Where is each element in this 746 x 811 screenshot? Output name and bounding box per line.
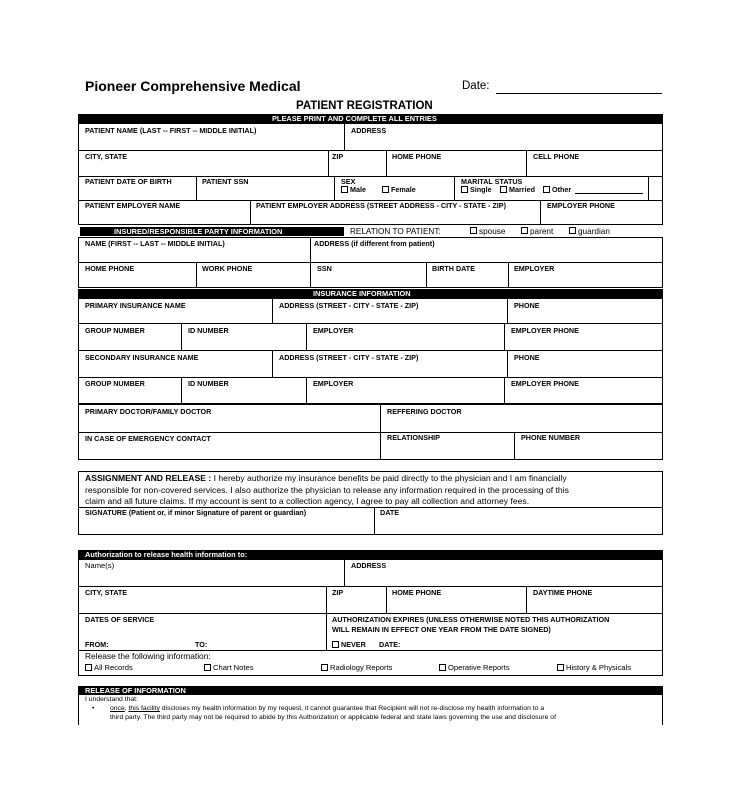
release-understand-text: I understand that: <box>85 696 138 703</box>
checkbox-icon <box>341 186 348 193</box>
sex-male-checkbox[interactable]: Male <box>341 186 366 194</box>
primary-insurance-phone-field[interactable]: PHONE <box>514 301 540 310</box>
primary-insurance-name-field[interactable]: PRIMARY INSURANCE NAME <box>85 301 186 310</box>
assignment-paragraph-line3: claim and all future claims. If my account is sent to a collection agency, I agree to pay all collection and attorney fees. <box>85 496 530 506</box>
primary-employer-phone-field[interactable]: EMPLOYER PHONE <box>511 326 579 335</box>
checkbox-icon <box>321 664 328 671</box>
patient-zip-field[interactable]: ZIP <box>332 152 344 161</box>
authorization-expires-line1: AUTHORIZATION EXPIRES (UNLESS OTHERWISE NOTED THIS AUTHORIZATION <box>332 615 610 624</box>
relation-spouse-checkbox[interactable]: spouse <box>470 228 505 236</box>
secondary-employer-field[interactable]: EMPLOYER <box>313 379 354 388</box>
chart-notes-checkbox[interactable]: Chart Notes <box>204 664 254 672</box>
checkbox-icon <box>500 186 507 193</box>
patient-employer-phone-field[interactable]: EMPLOYER PHONE <box>547 201 615 210</box>
radiology-reports-checkbox[interactable]: Radiology Reports <box>321 664 392 672</box>
form-title: PATIENT REGISTRATION <box>296 100 433 112</box>
relation-parent-checkbox[interactable]: parent <box>521 228 553 236</box>
authorization-header-bar: Authorization to release health information to: <box>78 550 663 559</box>
checkbox-icon <box>543 186 550 193</box>
patient-address-field[interactable]: ADDRESS <box>351 126 387 135</box>
dates-of-service-label: DATES OF SERVICE <box>85 615 155 624</box>
signature-date-field[interactable]: DATE <box>380 508 400 517</box>
insured-address-field[interactable]: ADDRESS (if different from patient) <box>314 239 435 248</box>
insured-work-phone-field[interactable]: WORK PHONE <box>202 264 253 273</box>
secondary-insurance-phone-field[interactable]: PHONE <box>514 353 540 362</box>
checkbox-icon <box>204 664 211 671</box>
authorization-expires-line2: WILL REMAIN IN EFFECT ONE YEAR FROM THE DATE SIGNED) <box>332 625 551 634</box>
checkbox-icon <box>470 227 477 234</box>
emergency-relationship-field[interactable]: RELATIONSHIP <box>387 433 440 442</box>
marital-married-checkbox[interactable]: Married <box>500 186 535 194</box>
checkbox-icon <box>521 227 528 234</box>
checkbox-icon <box>85 664 92 671</box>
emergency-phone-field[interactable]: PHONE NUMBER <box>521 433 581 442</box>
checkbox-icon <box>569 227 576 234</box>
marital-single-checkbox[interactable]: Single <box>461 186 492 194</box>
secondary-insurance-address-field[interactable]: ADDRESS (STREET - CITY - STATE - ZIP) <box>279 353 419 362</box>
insured-header-bar: INSURED/RESPONSIBLE PARTY INFORMATION <box>80 227 344 236</box>
marital-other-checkbox[interactable]: Other <box>543 186 571 194</box>
patient-dob-field[interactable]: PATIENT DATE OF BIRTH <box>85 177 172 186</box>
date-field[interactable] <box>496 93 662 94</box>
primary-group-number-field[interactable]: GROUP NUMBER <box>85 326 145 335</box>
date-label: Date: <box>462 80 490 92</box>
assignment-heading: ASSIGNMENT AND RELEASE : <box>85 473 212 483</box>
instruction-bar: PLEASE PRINT AND COMPLETE ALL ENTRIES <box>78 114 663 123</box>
primary-id-number-field[interactable]: ID NUMBER <box>188 326 229 335</box>
primary-doctor-field[interactable]: PRIMARY DOCTOR/FAMILY DOCTOR <box>85 407 212 416</box>
signature-field[interactable]: SIGNATURE (Patient or, if minor Signature of parent or guardian) <box>85 508 307 517</box>
expires-never-checkbox[interactable]: NEVER <box>332 641 366 649</box>
patient-ssn-field[interactable]: PATIENT SSN <box>202 177 249 186</box>
release-header-bar: RELEASE OF INFORMATION <box>78 686 663 695</box>
sex-label: SEX <box>341 177 356 186</box>
secondary-insurance-name-field[interactable]: SECONDARY INSURANCE NAME <box>85 353 199 362</box>
service-to-field[interactable]: TO: <box>195 640 208 649</box>
primary-employer-field[interactable]: EMPLOYER <box>313 326 354 335</box>
checkbox-icon <box>382 186 389 193</box>
service-from-field[interactable]: FROM: <box>85 640 109 649</box>
operative-reports-checkbox[interactable]: Operative Reports <box>439 664 510 672</box>
marital-status-label: MARITAL STATUS <box>461 177 523 186</box>
secondary-group-number-field[interactable]: GROUP NUMBER <box>85 379 145 388</box>
insurance-section <box>78 298 663 404</box>
assignment-paragraph-line2: responsible for non-covered services. I also authorize the physician to release any information required in the processing of this <box>85 485 569 495</box>
patient-cell-phone-field[interactable]: CELL PHONE <box>533 152 580 161</box>
insured-name-field[interactable]: NAME (FIRST -- LAST -- MIDDLE INITIAL) <box>85 239 225 248</box>
relation-label: RELATION TO PATIENT: <box>350 227 441 236</box>
all-records-checkbox[interactable]: All Records <box>85 664 133 672</box>
checkbox-icon <box>557 664 564 671</box>
assignment-paragraph-line1: ASSIGNMENT AND RELEASE : I hereby authorize my insurance benefits be paid directly to the physician and I am financially <box>85 473 567 483</box>
patient-name-field[interactable]: PATIENT NAME (LAST -- FIRST -- MIDDLE INITIAL) <box>85 126 257 135</box>
clinic-name: Pioneer Comprehensive Medical <box>85 78 301 94</box>
sex-female-checkbox[interactable]: Female <box>382 186 416 194</box>
checkbox-icon <box>439 664 446 671</box>
insured-ssn-field[interactable]: SSN <box>317 264 332 273</box>
insured-employer-field[interactable]: EMPLOYER <box>514 264 555 273</box>
authorization-daytime-phone-field[interactable]: DAYTIME PHONE <box>533 588 593 597</box>
emergency-contact-field[interactable]: IN CASE OF EMERGENCY CONTACT <box>85 434 211 443</box>
bullet-icon: • <box>92 705 95 712</box>
checkbox-icon <box>332 641 339 648</box>
patient-city-state-field[interactable]: CITY, STATE <box>85 152 128 161</box>
patient-home-phone-field[interactable]: HOME PHONE <box>392 152 442 161</box>
authorization-zip-field[interactable]: ZIP <box>332 588 344 597</box>
release-paragraph-line1: once, this facility discloses my health information by my request, it cannot guarantee that Recipient will not re-disclose my health information to a <box>110 705 545 712</box>
insurance-header-bar: INSURANCE INFORMATION <box>78 289 663 298</box>
release-paragraph-line2: third party. The third party may not be required to abide by this Authorization or applicable federal and state laws governing the use and disclosure of <box>110 714 556 721</box>
expires-date-field[interactable]: DATE: <box>379 640 401 649</box>
insured-home-phone-field[interactable]: HOME PHONE <box>85 264 135 273</box>
patient-employer-address-field[interactable]: PATIENT EMPLOYER ADDRESS (STREET ADDRESS - CITY - STATE - ZIP) <box>256 201 506 210</box>
history-physicals-checkbox[interactable]: History & Physicals <box>557 664 631 672</box>
checkbox-icon <box>461 186 468 193</box>
insured-birth-date-field[interactable]: BIRTH DATE <box>432 264 475 273</box>
relation-guardian-checkbox[interactable]: guardian <box>569 228 610 236</box>
referring-doctor-field[interactable]: REFFERING DOCTOR <box>387 407 462 416</box>
authorization-home-phone-field[interactable]: HOME PHONE <box>392 588 442 597</box>
release-following-label: Release the following information: <box>85 651 211 661</box>
primary-insurance-address-field[interactable]: ADDRESS (STREET - CITY - STATE - ZIP) <box>279 301 419 310</box>
marital-other-field[interactable] <box>575 193 643 194</box>
authorization-city-state-field[interactable]: CITY, STATE <box>85 588 128 597</box>
authorization-address-field[interactable]: ADDRESS <box>351 561 387 570</box>
secondary-employer-phone-field[interactable]: EMPLOYER PHONE <box>511 379 579 388</box>
authorization-name-field[interactable]: Name(s) <box>85 561 115 570</box>
secondary-id-number-field[interactable]: ID NUMBER <box>188 379 229 388</box>
patient-employer-name-field[interactable]: PATIENT EMPLOYER NAME <box>85 201 181 210</box>
